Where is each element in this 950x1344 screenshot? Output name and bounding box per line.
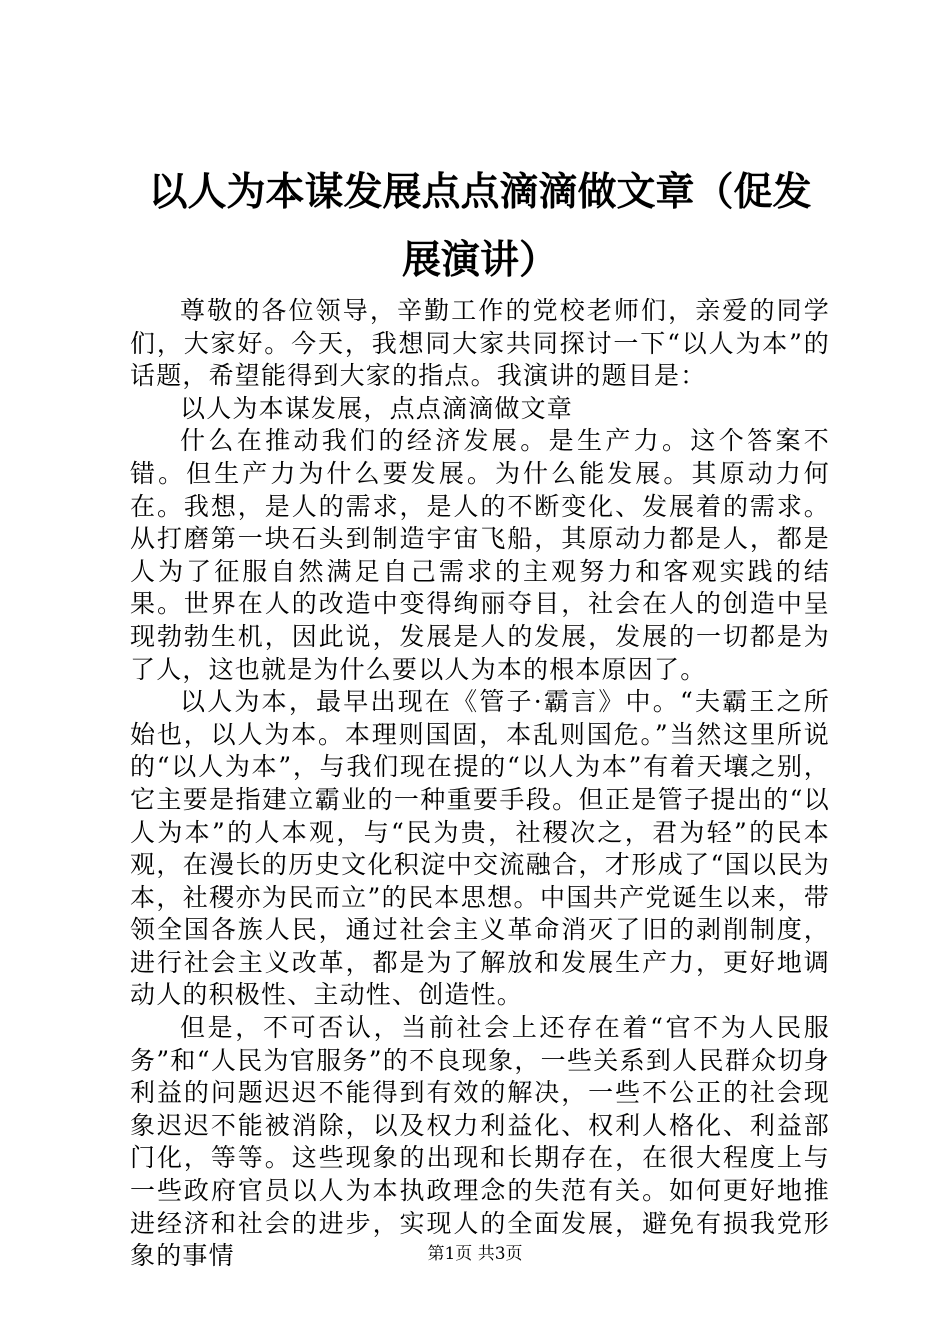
paragraph-problems: 但是，不可否认，当前社会上还存在着“官不为人民服务”和“人民为官服务”的不良现象，一些关系到人民群众切身利益的问题迟迟不能得到有效的解决，一些不公正的社会现象迟迟不能被消除，以及权力利益化、权利人格化、利益部门化，等等。这些现象的出现和长期存在，在很大程度上与一些政府官员以人为本执政理念的失范有关。如何更好地推进经济和社会的进步，实现人的全面发展，避免有损我党形象的事情 [130, 1013, 830, 1271]
page-number-footer: 第1页 共3页 [427, 1244, 523, 1264]
document-body [130, 295, 830, 1273]
paragraph-greeting: 尊敬的各位领导，辛勤工作的党校老师们，亲爱的同学们，大家好。今天，我想同大家共同探讨一下“以人为本”的话题，希望能得到大家的指点。我演讲的题目是： [130, 296, 830, 391]
paragraph-speech-topic: 以人为本谋发展，点点滴滴做文章 [180, 393, 574, 423]
paragraph-origin: 以人为本，最早出现在《管子·霸言》中。“夫霸王之所始也，以人为本。本理则国固，本乱则国危。”当然这里所说的“以人为本”，与我们现在提的“以人为本”有着天壤之别，它主要是指建立霸业的一种重要手段。但正是管子提出的“以人为本”的人本观，与“民为贵，社稷次之，君为轻”的民本观，在漫长的历史文化积淀中交流融合，才形成了“国以民为本，社稷亦为民而立”的民本思想。中国共产党诞生以来，带领全国各族人民，通过社会主义革命消灭了旧的剥削制度，进行社会主义改革，都是为了解放和发展生产力，更好地调动人的积极性、主动性、创造性。 [130, 687, 830, 1010]
paragraph-productivity: 什么在推动我们的经济发展。是生产力。这个答案不错。但生产力为什么要发展。为什么能发展。其原动力何在。我想，是人的需求，是人的不断变化、发展着的需求。从打磨第一块石头到制造宇宙飞船，其原动力都是人，都是人为了征服自然满足自己需求的主观努力和客观实践的结果。世界在人的改造中变得绚丽夺目，社会在人的创造中呈现勃勃生机，因此说，发展是人的发展，发展的一切都是为了人，这也就是为什么要以人为本的根本原因了。 [130, 426, 830, 684]
document-title: 以人为本谋发展点点滴滴做文章（促发展演讲） [148, 169, 812, 283]
